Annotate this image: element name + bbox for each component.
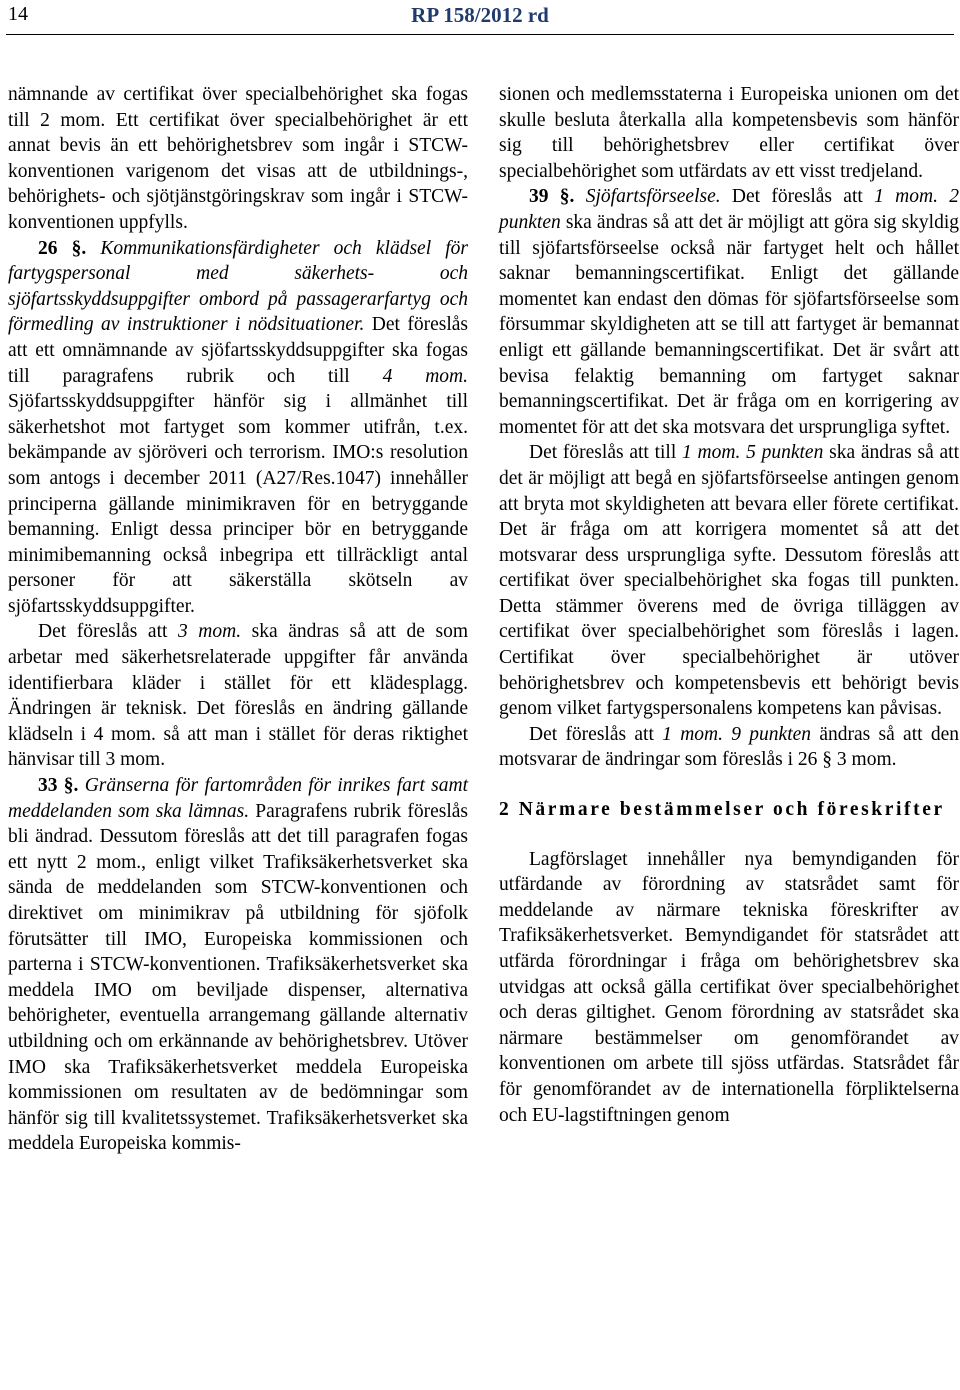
section-symbol: §. xyxy=(57,237,101,259)
text: Det föreslås att xyxy=(38,621,178,643)
paragraph: nämnande av certifikat över specialbehörighet ska fogas till 2 mom. Ett certifikat över specialbehörighet är ett annat bevis än ett behörighetsbrev som ingår i STCW-konventionen varigenom det visas att de utbildnings-, behörighets- och sjötjänstgöringskrav som ingår i STCW-konventionen uppfylls. xyxy=(8,84,468,233)
heading-text: Närmare bestämmelser och föreskrifter xyxy=(518,799,945,821)
header-rule xyxy=(6,34,954,35)
paragraph: sionen och medlemsstaterna i Europeiska unionen om det skulle besluta återkalla alla kompetensbevis som hänför sig till behörighetsbrev eller certifikat över specialbehörighet som utfärdats av ett visst tredjeland. xyxy=(499,84,959,182)
mom-ref: 1 mom. 9 punkten xyxy=(662,723,812,745)
punkt-ref: 2 punkten xyxy=(499,186,960,233)
page-number: 14 xyxy=(8,3,28,25)
punkt-ref: 5 punkten xyxy=(746,442,824,464)
paragraph xyxy=(499,440,959,722)
page-header xyxy=(0,0,960,40)
section-number: 39 xyxy=(529,186,549,208)
section-title: Gränserna för fartområden för inrikes fart samt meddelanden som ska lämnas. xyxy=(8,775,469,822)
paragraph xyxy=(499,722,959,773)
text: Det föreslås att ett omnämnande av sjöfartsskyddsuppgifter ska fogas till paragrafens rubrik och till xyxy=(8,314,468,387)
paragraph xyxy=(8,619,468,773)
text: Sjöfartsskyddsuppgifter hänför sig i allmänhet till säkerhetshot mot fartyget som kommer utifrån, t.ex. bekämpande av sjöröveri och terrorism. IMO:s resolution som antogs i december 2011 (A27/Res.1047) innehåller principerna gällande minimikraven för en betryggande bemanning. Enligt dessa principer bör en betryggande minimibemanning också inbegripa ett tillräckligt antal personer för att säkerställa skötseln av sjöfartsskyddsuppgifter. xyxy=(8,391,468,617)
section-title: Kommunikationsfärdigheter och klädsel för fartygspersonal med säkerhets- och sjöfartsskyddsuppgifter ombord på passagerarfartyg och förmedling av instruktioner i nödsituationer. xyxy=(8,237,468,336)
section-39 xyxy=(499,184,959,440)
mom-ref: 3 mom. xyxy=(177,621,242,643)
section-title: Sjöfartsförseelse. xyxy=(585,186,721,208)
heading-number: 2 xyxy=(499,799,509,821)
text: Det föreslås att xyxy=(529,723,663,745)
section-26 xyxy=(8,236,468,620)
text: Det föreslås att xyxy=(720,186,875,208)
paragraph: Lagförslaget innehåller nya bemyndiganden för utfärdande av förordning av statsrådet samt för meddelande av närmare tekniska föreskrifter av Trafiksäkerhetsverket. Bemyndigandet för statsrådet att utfärda förordningar i fråga om behörighetsbrev ska utvidgas att också gälla certifikat över specialbehörighet och deras giltighet. Genom förordning av statsrådet ska närmare bestämmelser om genomförandet av konventionen om arbete till sjöss utfärdas. Statsrådet får för genomförandet av de internationella förpliktelserna och EU-lagstiftningen genom xyxy=(499,848,959,1126)
text: ska ändras så att det är möjligt att göra sig skyldig till sjöfartsförseelse också när fartyget helt och hållet saknar bemanningscertifikat. Enligt det gällande momentet kan endast den dömas för sjöfartsförseelse som försummar skyldigheten att se till att fartyget är bemannat enligt ett gällande bemanningscertifikat. Det är svårt att bevisa felaktig bemanning om fartyget saknar bemanningscertifikat. Det är fråga om en korrigering av momentet för att det ska motsvara det ursprungliga syftet. xyxy=(499,211,959,438)
section-symbol: §. xyxy=(57,775,85,797)
text: ska ändras så att de som arbetar med säkerhetsrelaterade uppgifter får använda identifierbara kläder i stället för ett klädesplagg. Ändringen är teknisk. Det föreslås en ändring gällande klädseln i 4 mom. så att man i stället för deras riktighet hänvisar till 3 mom. xyxy=(8,621,468,771)
text: Paragrafens rubrik föreslås bli ändrad. Dessutom föreslås att det till paragrafen fogas ett nytt 2 mom., enligt vilket Trafiksäkerhetsverket ska sända de meddelanden som STCW-konventionen och direktivet om minimikrav på utbildning för sjöfolk förutsätter till IMO, Europeiska kommissionen och parterna i STCW-konventionen. Trafiksäkerhetsverket ska meddela IMO om beviljade dispenser, alternativa behörigheter, eventuella arrangemang gällande alternativ utbildning och om erkännande av behörighetsbrev. Utöver IMO ska Trafiksäkerhetsverket meddela Europeiska kommissionen om resultaten av de bedömningar som hänför sig till kvalitetssystemet. Trafiksäkerhetsverket ska meddela Europeiska kommis- xyxy=(8,800,468,1155)
mom-ref: 1 mom. xyxy=(874,186,938,208)
document-id: RP 158/2012 rd xyxy=(411,3,549,27)
section-number: 33 xyxy=(38,775,58,797)
text xyxy=(938,186,949,207)
section-33 xyxy=(8,773,468,1157)
text: Det föreslås att till xyxy=(529,442,683,464)
text: ska ändras så att det är möjligt att begå en sjöfartsförseelse antingen genom att bryta mot skyldigheten att bevara eller förete certifikat. Det är fråga om att korrigera momentet så att det motsvarar dess ursprungliga syfte. Dessutom föreslås att certifikat över specialbehörighet ska fogas till punkten. Detta stämmer överens med de övriga tilläggen av certifikat över specialbehörighet som föreslås i lagen. Certifikat över specialbehörighet är utöver behörighetsbrev och kompetensbevis ett behörigt bevis genom vilket fartygspersonalens kompetens kan påvisas. xyxy=(499,442,960,720)
section-symbol: §. xyxy=(548,186,586,208)
mom-ref: 4 mom. xyxy=(382,365,468,387)
right-column xyxy=(499,82,959,1128)
text: ändras så att den motsvarar de ändringar som föreslås i 26 § 3 mom. xyxy=(499,723,959,771)
section-heading xyxy=(499,797,959,823)
left-column xyxy=(8,82,468,1157)
section-number: 26 xyxy=(38,237,58,259)
mom-ref: 1 mom. xyxy=(682,442,741,464)
